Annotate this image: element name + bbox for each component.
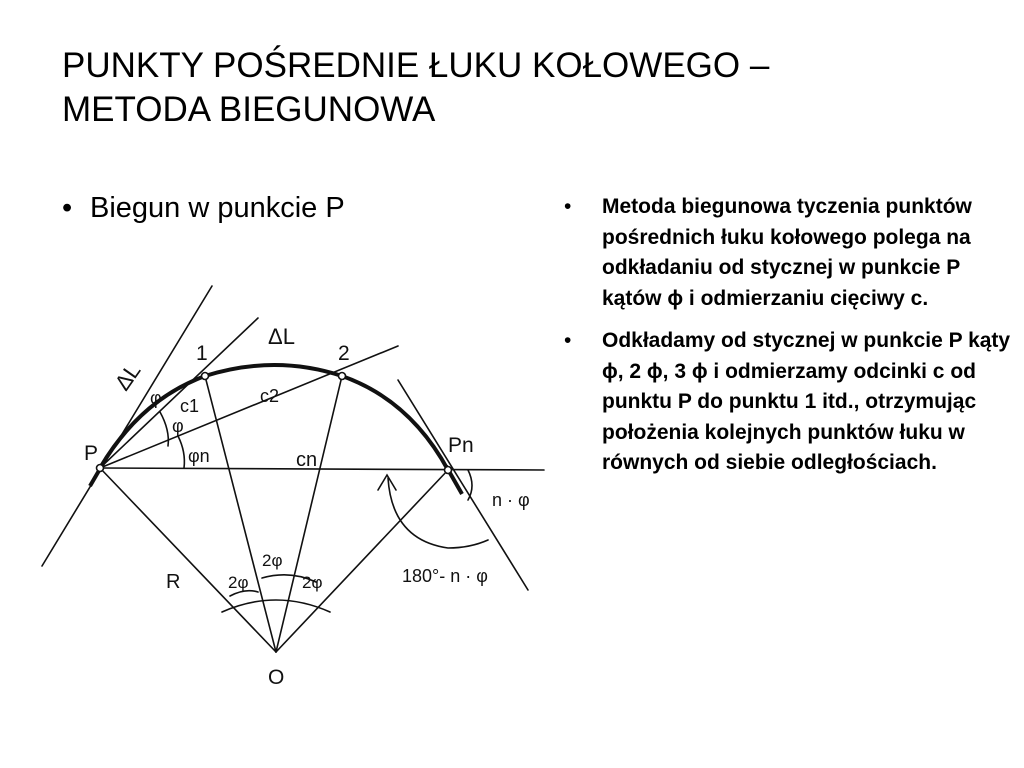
point-2 xyxy=(339,373,346,380)
radius-o-pn xyxy=(276,470,448,652)
angle-arc-2phi-bottom xyxy=(222,600,330,612)
bullet-marker: • xyxy=(564,195,572,218)
bullet-marker: • xyxy=(564,329,572,352)
label-c1: c1 xyxy=(180,396,200,416)
label-cn: cn xyxy=(296,449,318,471)
label-n-phi: n · φ xyxy=(492,490,530,510)
label-phi-top: φ xyxy=(150,388,162,408)
label-pn: Pn xyxy=(448,434,474,457)
angle-arc-180 xyxy=(388,478,488,548)
radius-o-p xyxy=(100,468,276,652)
label-dl-left: ΔL xyxy=(109,358,146,395)
radius-o-2 xyxy=(276,376,342,652)
label-r: R xyxy=(166,571,181,593)
tangent-line-p xyxy=(42,286,212,566)
slide-title xyxy=(62,44,962,132)
chord-c2 xyxy=(100,346,398,468)
left-bullet-text: Biegun w punkcie P xyxy=(90,192,345,224)
label-phi-mid: φ xyxy=(172,416,184,436)
list-item xyxy=(560,192,1020,314)
label-phi-n: φn xyxy=(188,446,210,466)
label-1: 1 xyxy=(196,342,208,365)
label-2phi-right: 2φ xyxy=(302,573,323,592)
label-p: P xyxy=(84,442,99,465)
description-bullet-2: Odkładamy od stycznej w punkcie P kąty ɸ, 2 ɸ, 3 ɸ i odmierzamy odcinki c od punktu P do punktu 1 itd., otrzymując położenia kolejnych punktów łuku w równych od siebie odległościach. xyxy=(602,329,1011,474)
bullet-marker: • xyxy=(62,192,73,224)
angle-arc-phi-n xyxy=(178,436,184,468)
label-2phi-mid: 2φ xyxy=(262,551,283,570)
left-bullet-item xyxy=(62,188,345,228)
tangent-line-pn xyxy=(398,380,528,590)
title-line-1: PUNKTY POŚREDNIE ŁUKU KOŁOWEGO – xyxy=(62,46,770,85)
description-list xyxy=(560,192,1020,491)
angle-arc-arrow xyxy=(378,475,396,490)
point-1 xyxy=(202,373,209,380)
label-o: O xyxy=(268,666,285,689)
description-bullet-1: Metoda biegunowa tyczenia punktów pośrednich łuku kołowego polega na odkładaniu od stycznej w punkcie P kątów ɸ i odmierzaniu cięciwy c. xyxy=(602,195,972,310)
label-dl-top: ΔL xyxy=(268,324,295,349)
label-2: 2 xyxy=(338,342,350,365)
label-2phi-left: 2φ xyxy=(228,573,249,592)
baseline-p-pn xyxy=(100,468,544,470)
label-c2: c2 xyxy=(260,386,280,406)
title-line-2: METODA BIEGUNOWA xyxy=(62,90,436,129)
label-angle-180: 180°- n · φ xyxy=(402,566,488,586)
point-p xyxy=(97,465,104,472)
point-pn xyxy=(445,467,452,474)
polar-method-diagram xyxy=(38,278,548,698)
list-item xyxy=(560,326,1020,479)
radius-o-1 xyxy=(205,376,276,652)
